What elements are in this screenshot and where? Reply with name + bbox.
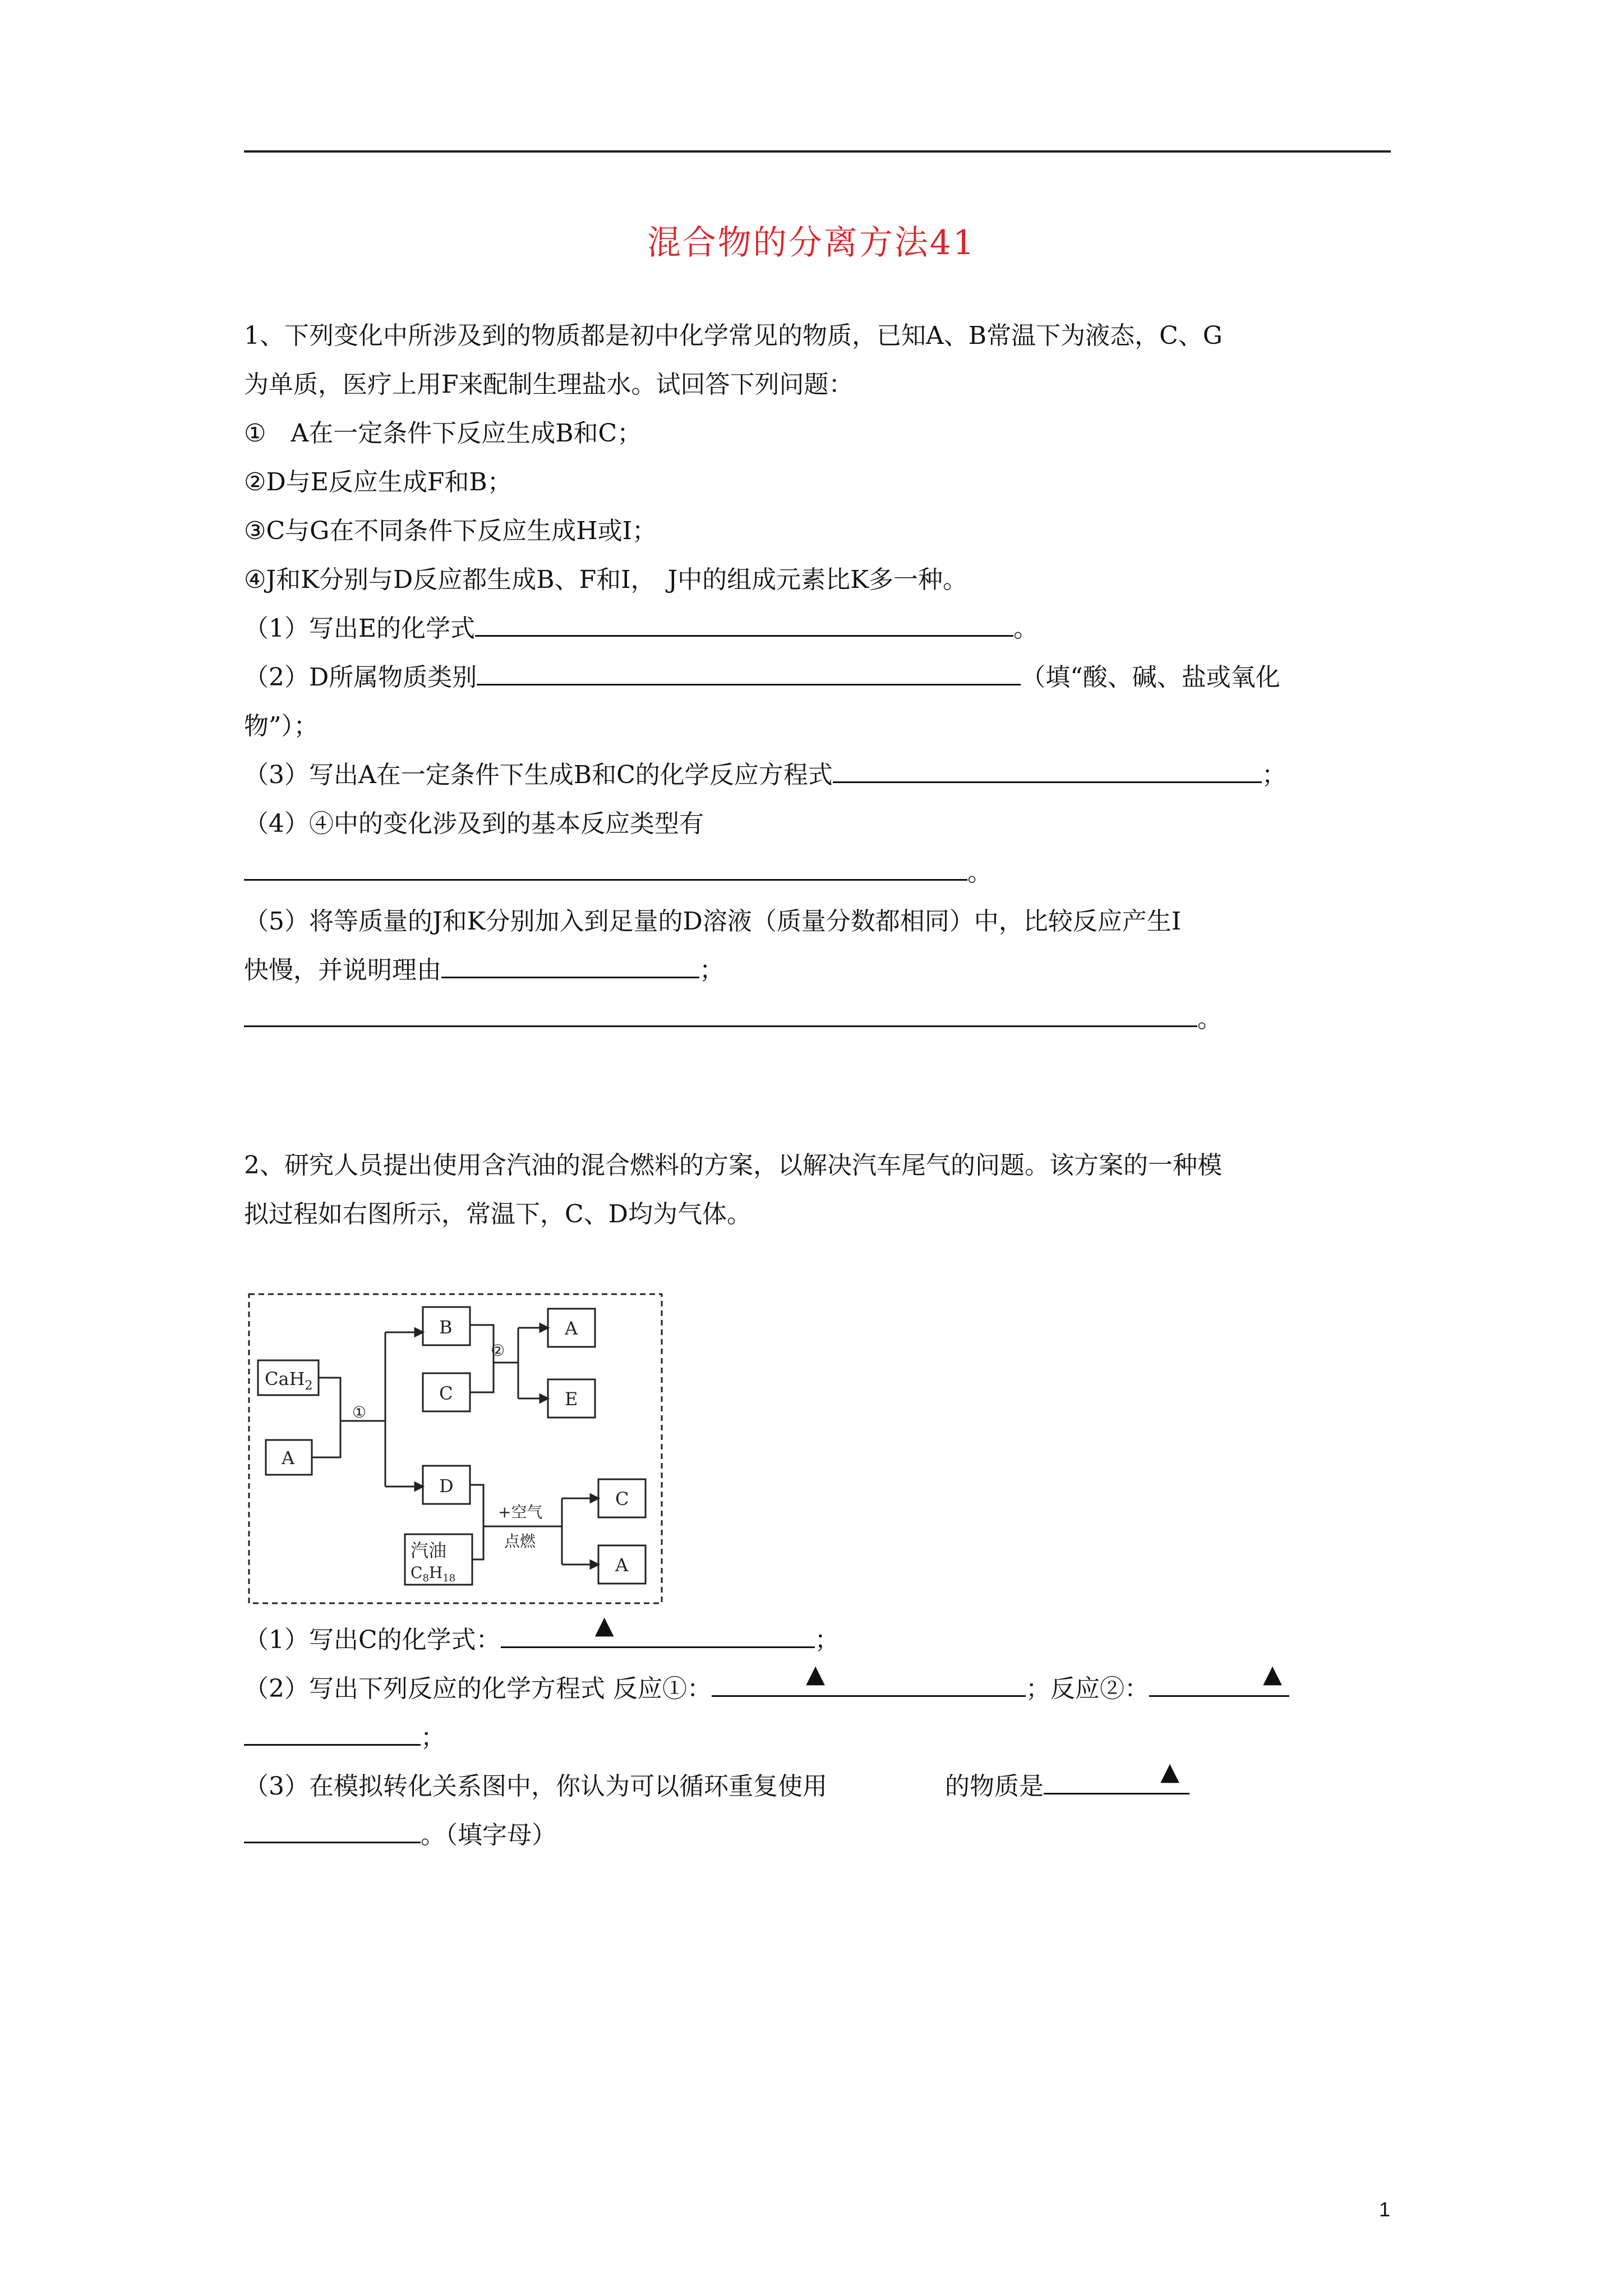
q1-sub5-explain-blank[interactable] [244,997,1197,1027]
q2-sub1-text: （1）写出C的化学式： [244,1626,501,1654]
label-e: E [565,1388,578,1410]
label-a-bottom: A [615,1554,629,1576]
q2-sub3-end: 。（填字母） [421,1821,556,1849]
q2-sub2 [244,1660,1391,1713]
q1-sub2-answer-blank[interactable] [477,656,1021,685]
arrow-to-a-top [540,1324,548,1332]
q1-sub4-answer-blank[interactable] [244,851,967,881]
q1-condition-2: ②D与E反应生成F和B； [244,468,512,496]
arrow-to-a-bottom [591,1561,598,1568]
arrow-to-c-bottom [591,1494,598,1502]
q1-sub2-text: （2）D所属物质类别 [244,663,477,692]
q1-sub5-sep: ； [699,956,724,984]
q1-sub2-hint: （填“酸、碱、盐或氧化 [1021,663,1280,692]
label-d: D [439,1475,454,1497]
label-ignite: 点燃 [504,1532,536,1550]
page-title: 混合物的分离方法41 [647,223,976,263]
q1-condition-3: ③C与G在不同条件下反应生成H或I； [244,517,657,545]
triangle-marker: ▲ [1160,1757,1179,1786]
q1-sub5-end: 。 [1197,1005,1222,1033]
label-a-left: A [282,1447,295,1469]
q1-sub4: （4）④中的变化涉及到的基本反应类型有 [244,809,704,838]
label-gasoline-formula: $C_8H_{18}$ [411,1563,456,1584]
triangle-marker: ▲ [1263,1660,1282,1688]
reaction1-inputs [312,1378,385,1457]
q1-sub1-text: （1）写出E的化学式 [244,614,476,643]
q2-sub2-reaction2-blank-cont[interactable] [244,1716,421,1746]
reaction2-outputs [518,1328,543,1398]
q1-intro-line1: 1、下列变化中所涉及到的物质都是初中化学常见的物质，已知A、B常温下为液态，C、G [244,321,1223,350]
q1-sub1 [244,604,1391,653]
triangle-marker: ▲ [594,1611,614,1640]
q1-sub5-text: 快慢，并说明理由 [244,956,441,984]
q1-sub5-line1: （5）将等质量的J和K分别加入到足量的D溶液（质量分数都相同）中，比较反应产生I [244,907,1182,936]
triangle-marker: ▲ [806,1660,825,1688]
q2-sub3-text: （3）在模拟转化关系图中，你认为可以循环重复使用 [244,1772,827,1801]
q2-sub2-line2 [244,1713,1391,1762]
label-b: B [439,1317,453,1338]
q2-sub2-mid: ；反应②： [1025,1674,1149,1703]
label-gasoline: 汽油 [411,1540,447,1561]
q1-sub4-line2 [244,848,1391,897]
q1-sub5-line3 [244,995,1391,1043]
label-reaction2: ② [491,1341,505,1360]
page-number: 1 [1378,2198,1390,2221]
q1-sub5-line2 [244,946,1391,995]
label-a-top: A [565,1318,578,1339]
q2-sub1-answer-blank[interactable] [501,1611,815,1648]
q1-condition-4: ④J和K分别与D反应都生成B、F和I， J中的组成元素比K多一种。 [244,565,967,594]
arrow-to-e [540,1395,548,1402]
arrow-to-b [415,1328,423,1336]
q2-sub3-mid: 的物质是 [945,1772,1044,1801]
label-c-bottom: C [615,1488,629,1510]
q1-sub3-end: ； [1261,761,1287,789]
q2-sub3-answer-blank[interactable] [1044,1757,1189,1795]
q1-intro-line2: 为单质，医疗上用F来配制生理盐水。试回答下列问题： [244,370,854,399]
q1-sub2-line2: 物”）； [244,712,319,740]
q1-condition-1: ① A在一定条件下反应生成B和C； [244,419,642,448]
header-rule [244,150,1391,153]
q1-sub1-answer-blank[interactable] [475,607,1013,637]
q2-sub2-end: ； [421,1723,445,1752]
q2-sub1-end: ； [814,1626,840,1654]
q2-sub2-reaction1-blank[interactable] [712,1660,1026,1697]
q1-sub3 [244,751,1391,799]
q1-sub3-answer-blank[interactable] [833,753,1262,783]
q1-sub1-end: 。 [1013,614,1039,643]
conversion-diagram [248,1293,663,1604]
q2-sub3 [244,1757,1391,1811]
document-body [244,311,1391,1239]
q1-sub5-reason-blank[interactable] [441,949,699,978]
q1-sub3-text: （3）写出A在一定条件下生成B和C的化学反应方程式 [244,761,833,789]
q2-sub3-line2 [244,1811,1391,1860]
q2-intro-line2: 拟过程如右图所示，常温下，C、D均为气体。 [244,1200,751,1228]
combustion-outputs [562,1498,593,1565]
label-reaction1: ① [352,1403,367,1421]
diagram-dashed-frame [249,1294,662,1603]
q1-sub2 [244,653,1391,702]
arrow-to-d [415,1483,423,1490]
label-cah2: CaH$_2$ [265,1368,313,1393]
reaction1-outputs [385,1332,418,1487]
q2-subquestions [244,1611,1391,1860]
q2-sub2-reaction2-blank[interactable] [1149,1660,1289,1697]
q2-intro-line1: 2、研究人员提出使用含汽油的混合燃料的方案，以解决汽车尾气的问题。该方案的一种模 [244,1151,1222,1180]
q1-sub4-end: 。 [967,858,992,887]
q2-sub2-text: （2）写出下列反应的化学方程式 反应①： [244,1674,712,1703]
label-c-top: C [439,1383,453,1404]
q2-sub3-answer-blank-cont[interactable] [244,1814,421,1843]
label-air: +空气 [498,1503,543,1521]
